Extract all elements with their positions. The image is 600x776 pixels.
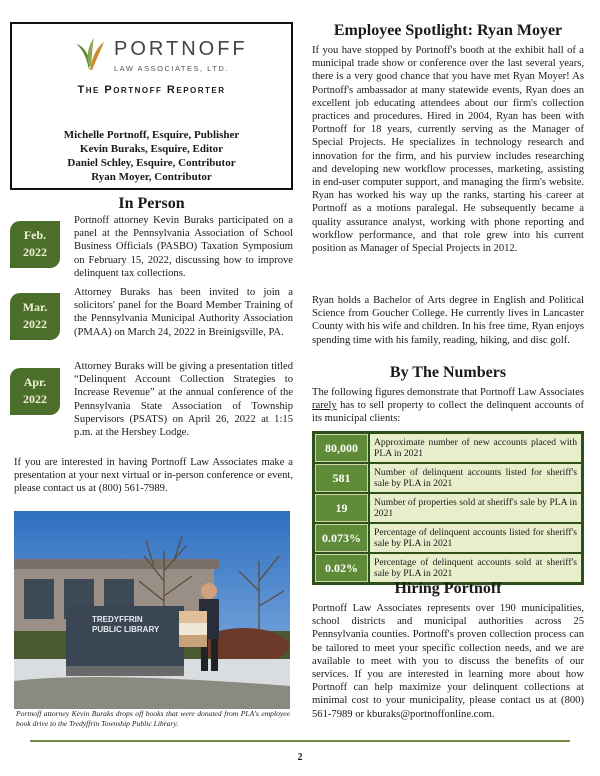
- numbers-table: [312, 431, 584, 585]
- spotlight-paragraph: Ryan holds a Bachelor of Arts degree in English and Political Science from Goucher College. He currently lives in Lancaster County with his wife and children. In his free time, Ryan enjoys spending time with his family, reading, hiking, and disc golf.: [312, 295, 584, 346]
- stat-value: 0.02%: [315, 554, 368, 582]
- staff-line: Kevin Buraks, Esquire, Editor: [79, 143, 224, 155]
- staff-line: Daniel Schley, Esquire, Contributor: [67, 157, 236, 169]
- stat-description: Percentage of delinquent accounts listed for sheriff's sale by PLA in 2021: [370, 524, 581, 552]
- staff-list: [12, 128, 291, 184]
- hiring-paragraph: Portnoff Law Associates represents over 190 municipalities, school districts and municipal authorities across 25 Pennsylvania counties. Portnoff's proven collection process can be tailored to meet your specific collection needs, and we are available to meet with you to discuss the benefits of our services. If you are interested in learning more about how Portnoff can help maximize your delinquent collections at minimal cost to your municipality, please contact us at (800) 561-7989 or kburaks@portnoffonline.com.: [312, 603, 584, 720]
- spotlight-paragraph: If you have stopped by Portnoff's booth at the exhibit hall of a municipal trade show or conference over the last several years, there is a very good chance that you have met Ryan Moyer! As Portnoff's ambassador at many statewide events, Ryan does an excellent job educating attendees about our firm's collection practices and procedures. Hired in 2004, Ryan has been with Portnoff for 18 years, currently serving as the Manager of Special Projects. He specializes in technology research and innovation for the firm, and his purview includes researching and developing new workflow processes, marketing, assisting in end-user computer support, and managing the firm's website. Ryan has worked his way up the ranks, starting his career at Portnoff as a motions paralegal. He subsequently became a quality assurance analyst, working with phone reporting and workflow performance, and that role grew into his current position as Manager of Special Projects in 2012.: [312, 45, 584, 255]
- intro-text: has to sell property to collect the delinquent accounts of its municipal clients:: [312, 400, 584, 425]
- badge-year: 2022: [23, 392, 47, 406]
- newsletter-title: The Portnoff Reporter: [77, 84, 226, 96]
- photo-caption: Portnoff attorney Kevin Buraks drops off books that were donated from PLA's employee book drive to the Tredyffrin Township Public Library.: [16, 709, 290, 728]
- badge-year: 2022: [23, 317, 47, 331]
- logo-name: PORTNOFF: [114, 38, 248, 60]
- stat-description: Approximate number of new accounts placed with PLA in 2021: [370, 434, 581, 462]
- library-sign: [92, 615, 172, 635]
- event-date-badge: [10, 293, 60, 340]
- badge-month: Feb.: [23, 228, 47, 242]
- table-row: [315, 434, 581, 462]
- hiring-section: [310, 580, 586, 598]
- badge-month: Apr.: [23, 375, 47, 389]
- stat-description: Number of delinquent accounts listed for sheriff's sale by PLA in 2021: [370, 464, 581, 492]
- intro-underlined: rarely: [312, 400, 337, 412]
- page-number: 2: [297, 752, 303, 763]
- numbers-section: [310, 364, 586, 382]
- leaf-logo-icon: [72, 36, 106, 72]
- staff-line: Michelle Portnoff, Esquire, Publisher: [63, 129, 240, 141]
- sign-line: PUBLIC LIBRARY: [92, 625, 160, 634]
- stat-value: 581: [315, 464, 368, 492]
- table-row: [315, 554, 581, 582]
- footer-rule: [30, 740, 570, 742]
- badge-year: 2022: [23, 245, 47, 259]
- numbers-heading: By The Numbers: [389, 364, 507, 381]
- library-photo: [14, 511, 290, 709]
- stat-value: 80,000: [315, 434, 368, 462]
- hiring-heading: Hiring Portnoff: [394, 580, 502, 597]
- in-person-heading: In Person: [118, 195, 185, 212]
- numbers-intro: [312, 386, 584, 426]
- event-date-badge: [10, 221, 60, 268]
- table-row: [315, 494, 581, 522]
- badge-month: Mar.: [22, 300, 48, 314]
- intro-text: The following figures demonstrate that Portnoff Law Associates: [312, 387, 584, 398]
- table-row: [315, 524, 581, 552]
- stat-value: 0.073%: [315, 524, 368, 552]
- logo-subtitle: LAW ASSOCIATES, LTD.: [114, 64, 229, 73]
- stat-value: 19: [315, 494, 368, 522]
- stat-description: Number of properties sold at sheriff's sale by PLA in 2021: [370, 494, 581, 522]
- logo: [72, 36, 282, 76]
- masthead: [10, 22, 293, 190]
- sign-line: TREDYFFRIN: [92, 615, 143, 624]
- event-date-badge: [10, 368, 60, 415]
- contact-paragraph: If you are interested in having Portnoff Law Associates make a presentation at your next virtual or in-person conference or event, please contact us at (800) 561-7989.: [14, 457, 293, 495]
- stat-description: Percentage of delinquent accounts sold at sheriff's sale by PLA in 2021: [370, 554, 581, 582]
- event-text: Attorney Buraks will be giving a presentation titled “Delinquent Account Collection Strategies to Increase Revenue” at the annual conference of the Pennsylvania State Association of Township Supervisors (PSATS) on April 26, 2022 at 1:15 p.m. at the Hershey Lodge.: [74, 361, 293, 439]
- table-row: [315, 464, 581, 492]
- spotlight-heading: Employee Spotlight: Ryan Moyer: [333, 22, 563, 39]
- in-person-section: [10, 195, 293, 213]
- spotlight-section: [310, 22, 586, 40]
- staff-line: Ryan Moyer, Contributor: [91, 171, 212, 183]
- event-text: Attorney Buraks has been invited to join a solicitors' panel for the Board Member Training of the Pennsylvania Municipal Authority Association (PMAA) on March 24, 2022 in Breinigsville, PA.: [74, 287, 293, 338]
- photo-illustration: [14, 511, 290, 709]
- event-text: Portnoff attorney Kevin Buraks participated on a panel at the Pennsylvania Association of School Business Officials (PASBO) Taxation Symposium on February 15, 2022, discussing how to improve delinquent tax collections.: [74, 215, 293, 279]
